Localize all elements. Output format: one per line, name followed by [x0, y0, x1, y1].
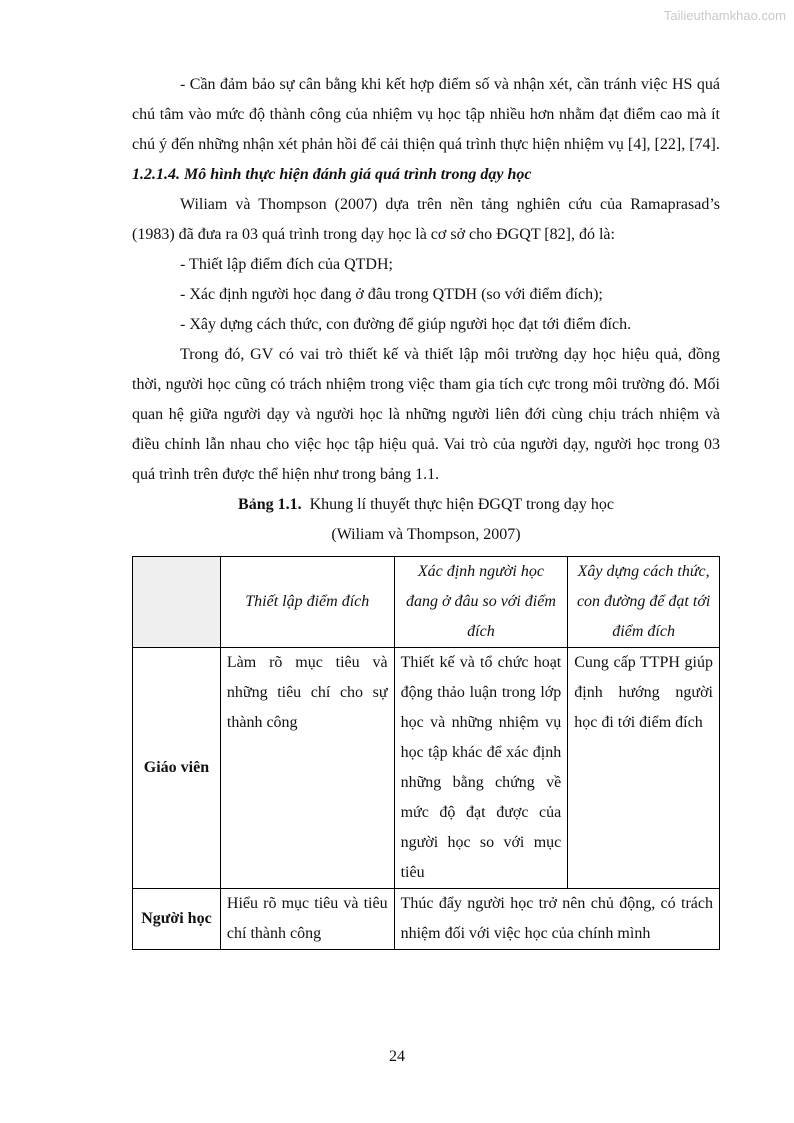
- table-caption-label: Bảng 1.1.: [238, 496, 302, 513]
- table-header-row: [133, 557, 720, 648]
- row-label-learner: Người học: [133, 889, 221, 950]
- cell-teacher-locate: Thiết kế và tổ chức hoạt động thảo luận trong lớp học và những nhiệm vụ học tập khác để xác định những bằng chứng về mức độ đạt được của người học so với mục tiêu: [394, 648, 568, 889]
- page-content: [132, 70, 720, 950]
- section-heading: 1.2.1.4. Mô hình thực hiện đánh giá quá trình trong dạy học: [132, 166, 532, 183]
- row-label-teacher: Giáo viên: [133, 648, 221, 889]
- paragraph-roles: Trong đó, GV có vai trò thiết kế và thiết lập môi trường dạy học hiệu quả, đồng thời, người học cũng có trách nhiệm trong việc tham gia tích cực trong môi trường đó. Mối quan hệ giữa người dạy và người học là những người liên đới cùng chịu trách nhiệm và điều chỉnh lẫn nhau cho việc học tập hiệu quả. Vai trò của người dạy, người học trong 03 quá trình trên được thể hiện như trong bảng 1.1.: [132, 346, 720, 483]
- cell-learner-goal: Hiểu rõ mục tiêu và tiêu chí thành công: [220, 889, 394, 950]
- table-caption-source: (Wiliam và Thompson, 2007): [331, 526, 521, 543]
- cell-teacher-path: Cung cấp TTPH giúp định hướng người học đi tới điểm đích: [568, 648, 720, 889]
- watermark: Tailieuthamkhao.com: [663, 8, 786, 23]
- bullet-locate-learner: - Xác định người học đang ở đâu trong QTDH (so với điểm đích);: [180, 286, 603, 303]
- table-caption-title: Khung lí thuyết thực hiện ĐGQT trong dạy học: [309, 496, 614, 513]
- paragraph-balance-note: - Cần đảm bảo sự cân bằng khi kết hợp điểm số và nhận xét, cần tránh việc HS quá chú tâm vào mức độ thành công của nhiệm vụ học tập nhiều hơn nhằm đạt điểm cao mà ít chú ý đến những nhận xét phản hồi để cải thiện quá trình thực hiện nhiệm vụ [4], [22], [74].: [132, 76, 720, 153]
- framework-table: [132, 556, 720, 950]
- bullet-set-goal: - Thiết lập điểm đích của QTDH;: [180, 256, 393, 273]
- table-corner-cell: [133, 557, 221, 648]
- table-caption: [132, 490, 720, 520]
- bullet-build-path: - Xây dựng cách thức, con đường để giúp người học đạt tới điểm đích.: [180, 316, 632, 333]
- paragraph-wiliam-thompson: Wiliam và Thompson (2007) dựa trên nền tảng nghiên cứu của Ramaprasad’s (1983) đã đưa ra 03 quá trình trong dạy học là cơ sở cho ĐGQT [82], đó là:: [132, 196, 720, 243]
- table-row-teacher: [133, 648, 720, 889]
- header-locate-learner: Xác định người học đang ở đâu so với điểm đích: [394, 557, 568, 648]
- page-number: 24: [389, 1048, 405, 1065]
- table-row-learner: [133, 889, 720, 950]
- header-build-path: Xây dựng cách thức, con đường để đạt tới điểm đích: [568, 557, 720, 648]
- cell-learner-locate-path: Thúc đẩy người học trở nên chủ động, có trách nhiệm đối với việc học của chính mình: [394, 889, 719, 950]
- header-set-goal: Thiết lập điểm đích: [220, 557, 394, 648]
- cell-teacher-goal: Làm rõ mục tiêu và những tiêu chí cho sự thành công: [220, 648, 394, 889]
